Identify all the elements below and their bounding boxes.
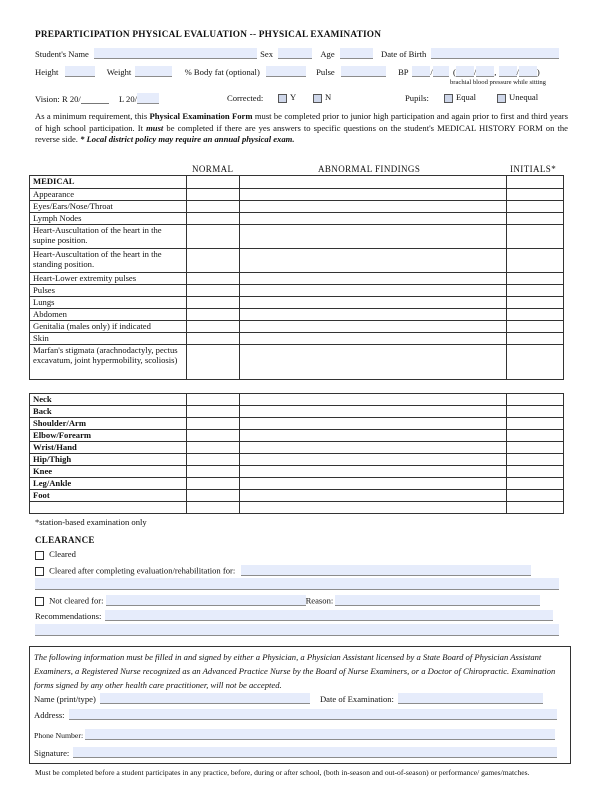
footer-note: Must be completed before a student participates in any practice, before, during or after school, (both in-season and out-of-season) or performance/ games/matches. bbox=[35, 768, 530, 777]
findings-cell[interactable] bbox=[239, 176, 506, 189]
findings-cell[interactable] bbox=[239, 490, 506, 502]
table-row bbox=[30, 490, 564, 502]
initials-cell[interactable] bbox=[507, 309, 564, 321]
exam-item: Pulses bbox=[30, 285, 187, 297]
bp-recheck-1-field[interactable] bbox=[456, 66, 474, 77]
findings-cell[interactable] bbox=[239, 418, 506, 430]
exam-item: Skin bbox=[30, 333, 187, 345]
findings-cell[interactable] bbox=[239, 442, 506, 454]
initials-cell[interactable] bbox=[507, 285, 564, 297]
practitioner-name-row bbox=[34, 693, 543, 704]
findings-cell[interactable] bbox=[239, 297, 506, 309]
normal-cell[interactable] bbox=[186, 201, 239, 213]
initials-cell[interactable] bbox=[507, 225, 564, 249]
abnormal-header: ABNORMAL FINDINGS bbox=[318, 164, 421, 174]
practitioner-name-field[interactable] bbox=[100, 693, 310, 704]
table-row bbox=[30, 345, 564, 380]
findings-cell[interactable] bbox=[239, 430, 506, 442]
recommendations-label: Recommendations: bbox=[35, 611, 102, 621]
findings-cell[interactable] bbox=[239, 406, 506, 418]
corrected-no[interactable]: N bbox=[313, 92, 331, 103]
checkbox-icon[interactable] bbox=[35, 597, 44, 606]
initials-cell[interactable] bbox=[507, 430, 564, 442]
checkbox-icon[interactable] bbox=[444, 94, 453, 103]
initials-cell[interactable] bbox=[507, 454, 564, 466]
findings-cell[interactable] bbox=[239, 321, 506, 333]
table-row bbox=[30, 201, 564, 213]
phone-field[interactable] bbox=[85, 729, 555, 740]
bp-systolic-field[interactable] bbox=[412, 66, 430, 77]
checkbox-icon[interactable] bbox=[313, 94, 322, 103]
bp-note: brachial blood pressure while sitting bbox=[450, 79, 546, 86]
height-label: Height bbox=[35, 67, 59, 77]
table-row bbox=[30, 285, 564, 297]
student-name-label: Student's Name bbox=[35, 49, 89, 59]
recommendations-field-line-2[interactable] bbox=[35, 624, 559, 636]
signature-field[interactable] bbox=[73, 747, 557, 758]
clearance-heading: CLEARANCE bbox=[35, 535, 95, 545]
address-label: Address: bbox=[34, 710, 65, 720]
exam-item: Appearance bbox=[30, 189, 187, 201]
initials-cell[interactable] bbox=[507, 345, 564, 380]
findings-cell[interactable] bbox=[239, 466, 506, 478]
findings-cell[interactable] bbox=[239, 345, 506, 380]
initials-cell[interactable] bbox=[507, 466, 564, 478]
findings-cell[interactable] bbox=[239, 285, 506, 297]
age-label: Age bbox=[320, 49, 335, 59]
normal-cell[interactable] bbox=[186, 478, 239, 490]
address-field[interactable] bbox=[69, 709, 557, 720]
normal-cell[interactable] bbox=[186, 297, 239, 309]
exam-date-field[interactable] bbox=[398, 693, 543, 704]
findings-cell[interactable] bbox=[239, 502, 506, 514]
initials-cell[interactable] bbox=[507, 189, 564, 201]
table-row bbox=[30, 406, 564, 418]
signature-label: Signature: bbox=[34, 748, 70, 758]
normal-cell[interactable] bbox=[186, 189, 239, 201]
exam-item: Abdomen bbox=[30, 309, 187, 321]
initials-cell[interactable] bbox=[507, 502, 564, 514]
practitioner-signature-box bbox=[29, 646, 571, 764]
normal-cell[interactable] bbox=[186, 321, 239, 333]
initials-cell[interactable] bbox=[507, 201, 564, 213]
normal-cell[interactable] bbox=[186, 430, 239, 442]
table-row bbox=[30, 213, 564, 225]
exam-item: Elbow/Forearm bbox=[30, 430, 187, 442]
vision-row bbox=[35, 93, 159, 104]
student-name-field[interactable] bbox=[94, 48, 257, 59]
checkbox-icon[interactable] bbox=[35, 551, 44, 560]
cleared-option[interactable]: Cleared bbox=[35, 549, 76, 560]
checkbox-icon[interactable] bbox=[35, 567, 44, 576]
table-row bbox=[30, 442, 564, 454]
pupils-unequal[interactable]: Unequal bbox=[497, 92, 538, 103]
vision-right-field[interactable] bbox=[81, 94, 109, 104]
normal-cell[interactable] bbox=[186, 442, 239, 454]
cleared-after-field[interactable] bbox=[241, 565, 531, 576]
table-row bbox=[30, 249, 564, 273]
normal-cell[interactable] bbox=[186, 454, 239, 466]
initials-cell[interactable] bbox=[507, 333, 564, 345]
findings-cell[interactable] bbox=[239, 249, 506, 273]
exam-date-label: Date of Examination: bbox=[319, 694, 394, 704]
table-row bbox=[30, 321, 564, 333]
dob-field[interactable] bbox=[431, 48, 559, 59]
practitioner-name-label: Name (print/type) bbox=[34, 694, 96, 704]
exam-item: Lungs bbox=[30, 297, 187, 309]
station-note: *station-based examination only bbox=[35, 517, 147, 527]
exam-item: Marfan's stigmata (arachnodactyly, pectus excavatum, joint hypermobility, scoliosis) bbox=[30, 345, 187, 380]
table-row bbox=[30, 176, 564, 189]
normal-cell[interactable] bbox=[186, 418, 239, 430]
findings-cell[interactable] bbox=[239, 225, 506, 249]
practitioner-statement: The following information must be filled in and signed by either a Physician, a Physician Assistant licensed by a State Board of Physician Assistant Examiners, a Registered Nurse recognized as an Advanced Practice Nurse by the Board of Nurse Examiners, or a Doctor of Chiropractic. Examination forms signed by any other health care practitioner, will not be accepted. bbox=[34, 652, 556, 690]
exam-item: Neck bbox=[30, 394, 187, 406]
weight-field[interactable] bbox=[135, 66, 172, 77]
exam-item: Foot bbox=[30, 490, 187, 502]
normal-cell[interactable] bbox=[186, 225, 239, 249]
phone-label: Phone Number: bbox=[34, 731, 84, 740]
exam-item: Leg/Ankle bbox=[30, 478, 187, 490]
corrected-yes[interactable]: Y bbox=[278, 92, 296, 103]
age-field[interactable] bbox=[340, 48, 373, 59]
findings-cell[interactable] bbox=[239, 394, 506, 406]
exam-item: Heart-Auscultation of the heart in the supine position. bbox=[30, 225, 187, 249]
phone-row bbox=[34, 729, 555, 740]
table-row bbox=[30, 309, 564, 321]
weight-label: Weight bbox=[106, 67, 132, 77]
corrected-label: Corrected: bbox=[227, 93, 264, 103]
table-row bbox=[30, 418, 564, 430]
cleared-after-field-line-2[interactable] bbox=[35, 578, 559, 590]
table-row bbox=[30, 394, 564, 406]
table-row bbox=[30, 297, 564, 309]
initials-cell[interactable] bbox=[507, 406, 564, 418]
normal-cell[interactable] bbox=[186, 285, 239, 297]
exam-item: Genitalia (males only) if indicated bbox=[30, 321, 187, 333]
normal-cell[interactable] bbox=[186, 333, 239, 345]
sex-field[interactable] bbox=[278, 48, 312, 59]
bp-recheck-2-field[interactable] bbox=[476, 66, 494, 77]
recommendations-field[interactable] bbox=[105, 610, 553, 621]
not-cleared-option[interactable]: Not cleared for: Reason: bbox=[35, 595, 540, 606]
signature-row bbox=[34, 747, 557, 758]
exam-item: Knee bbox=[30, 466, 187, 478]
table-row bbox=[30, 430, 564, 442]
initials-cell[interactable] bbox=[507, 442, 564, 454]
vision-left-label: L 20/ bbox=[118, 94, 138, 104]
exam-item: Heart-Auscultation of the heart in the standing position. bbox=[30, 249, 187, 273]
musculoskeletal-table bbox=[29, 393, 564, 514]
not-cleared-field[interactable] bbox=[106, 595, 306, 606]
normal-header: NORMAL bbox=[192, 164, 234, 174]
pupils-equal[interactable]: Equal bbox=[444, 92, 476, 103]
initials-cell[interactable] bbox=[507, 418, 564, 430]
findings-cell[interactable] bbox=[239, 309, 506, 321]
table-row bbox=[30, 225, 564, 249]
initials-cell[interactable] bbox=[507, 213, 564, 225]
checkbox-icon[interactable] bbox=[278, 94, 287, 103]
exam-item: Shoulder/Arm bbox=[30, 418, 187, 430]
table-row bbox=[30, 502, 564, 514]
initials-cell[interactable] bbox=[507, 249, 564, 273]
dob-label: Date of Birth bbox=[380, 49, 427, 59]
initials-cell[interactable] bbox=[507, 297, 564, 309]
normal-cell[interactable] bbox=[186, 213, 239, 225]
initials-cell[interactable] bbox=[507, 490, 564, 502]
normal-cell[interactable] bbox=[186, 490, 239, 502]
findings-cell[interactable] bbox=[239, 478, 506, 490]
table-row bbox=[30, 466, 564, 478]
exam-item: Lymph Nodes bbox=[30, 213, 187, 225]
findings-cell[interactable] bbox=[239, 454, 506, 466]
instructions-paragraph: As a minimum requirement, this Physical Examination Form must be completed prior to junior high participation and again prior to first and third years of high school participation. It must be completed if there are yes answers to specific questions on the student's MEDICAL HISTORY FORM on the reverse side. * Local district policy may require an annual physical exam. bbox=[35, 111, 568, 144]
vision-left-field[interactable] bbox=[137, 93, 159, 104]
initials-cell[interactable] bbox=[507, 176, 564, 189]
exam-item: Hip/Thigh bbox=[30, 454, 187, 466]
initials-header: INITIALS* bbox=[510, 164, 557, 174]
exam-item: Heart-Lower extremity pulses bbox=[30, 273, 187, 285]
initials-cell[interactable] bbox=[507, 321, 564, 333]
findings-cell[interactable] bbox=[239, 189, 506, 201]
initials-cell[interactable] bbox=[507, 273, 564, 285]
table-row bbox=[30, 333, 564, 345]
normal-cell[interactable] bbox=[186, 176, 239, 189]
findings-cell[interactable] bbox=[239, 201, 506, 213]
cleared-after-option[interactable]: Cleared after completing evaluation/rehabilitation for: bbox=[35, 565, 531, 576]
table-row bbox=[30, 273, 564, 285]
table-row bbox=[30, 478, 564, 490]
height-field[interactable] bbox=[65, 66, 95, 77]
normal-cell[interactable] bbox=[186, 394, 239, 406]
blank-item bbox=[30, 502, 187, 514]
vision-right-label: Vision: R 20/ bbox=[35, 94, 81, 104]
normal-cell[interactable] bbox=[186, 502, 239, 514]
normal-cell[interactable] bbox=[186, 406, 239, 418]
initials-cell[interactable] bbox=[507, 478, 564, 490]
normal-cell[interactable] bbox=[186, 345, 239, 380]
bp-recheck-3-field[interactable] bbox=[499, 66, 517, 77]
body-fat-label: % Body fat (optional) bbox=[184, 67, 260, 77]
initials-cell[interactable] bbox=[507, 394, 564, 406]
bp-recheck-4-field[interactable] bbox=[519, 66, 537, 77]
table-row bbox=[30, 454, 564, 466]
normal-cell[interactable] bbox=[186, 273, 239, 285]
demographics-row-1 bbox=[35, 48, 559, 59]
bp-diastolic-field[interactable] bbox=[433, 66, 449, 77]
reason-field[interactable] bbox=[335, 595, 540, 606]
demographics-row-2: Height Weight % Body fat (optional) Pulse BP / ( / , / ) bbox=[35, 67, 540, 77]
body-fat-field[interactable] bbox=[266, 66, 306, 77]
pupils-label: Pupils: bbox=[405, 93, 429, 103]
findings-cell[interactable] bbox=[239, 213, 506, 225]
form-title: PREPARTICIPATION PHYSICAL EVALUATION -- PHYSICAL EXAMINATION bbox=[35, 30, 382, 40]
exam-item: Wrist/Hand bbox=[30, 442, 187, 454]
recommendations-row bbox=[35, 610, 553, 621]
sex-label: Sex bbox=[260, 49, 274, 59]
bp-label: BP bbox=[398, 67, 409, 77]
exam-item: Eyes/Ears/Nose/Throat bbox=[30, 201, 187, 213]
address-row bbox=[34, 709, 557, 720]
medical-table bbox=[29, 175, 564, 380]
checkbox-icon[interactable] bbox=[497, 94, 506, 103]
normal-cell[interactable] bbox=[186, 309, 239, 321]
reason-label: Reason: bbox=[305, 595, 334, 606]
pulse-field[interactable] bbox=[341, 66, 386, 77]
normal-cell[interactable] bbox=[186, 249, 239, 273]
medical-heading: MEDICAL bbox=[30, 176, 187, 189]
exam-item: Back bbox=[30, 406, 187, 418]
table-row bbox=[30, 189, 564, 201]
findings-cell[interactable] bbox=[239, 273, 506, 285]
normal-cell[interactable] bbox=[186, 466, 239, 478]
findings-cell[interactable] bbox=[239, 333, 506, 345]
pulse-label: Pulse bbox=[316, 67, 335, 77]
